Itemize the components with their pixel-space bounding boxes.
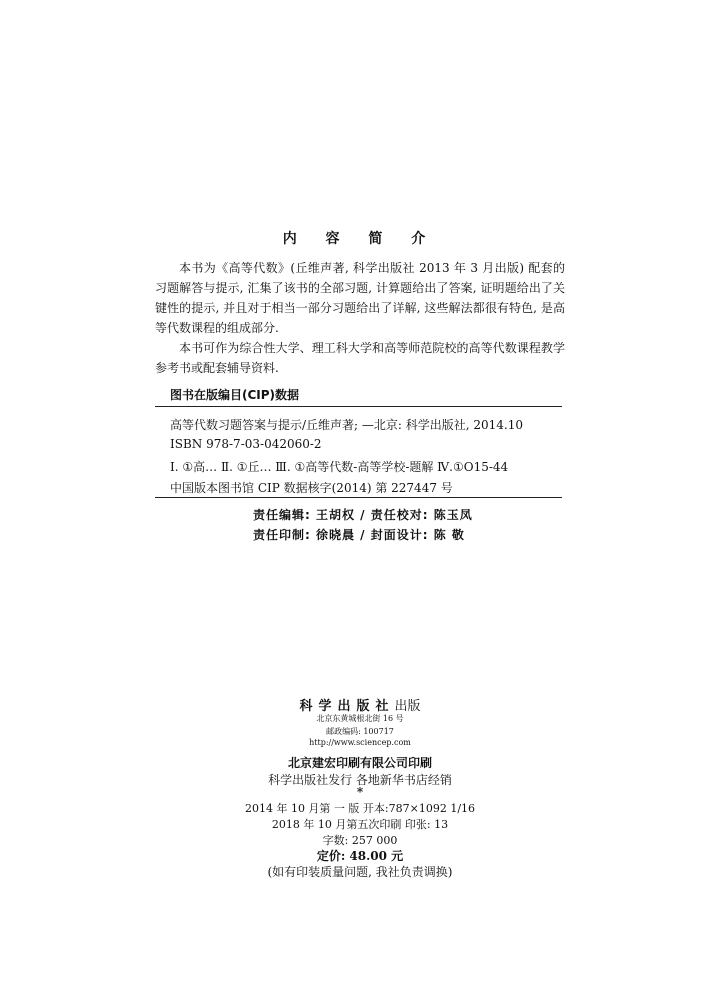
cip-heading: 图书在版编目(CIP)数据 — [170, 388, 300, 402]
edition-line-1: 2014 年 10 月第 一 版 开本:787×1092 1/16 — [244, 802, 476, 815]
publisher-name-text: 科学出版社 — [299, 699, 395, 714]
printer-line: 北京建宏印刷有限公司印刷 — [287, 756, 432, 770]
responsible-editor-line: 责任编辑: 王胡权 / 责任校对: 陈玉凤 — [253, 508, 473, 522]
publisher-url: http://www.sciencep.com — [309, 738, 411, 747]
cip-isbn-line: ISBN 978-7-03-042060-2 — [170, 437, 322, 451]
publisher-suffix: 出版 — [394, 699, 421, 714]
publisher-address: 北京东黄城根北街 16 号 — [316, 714, 404, 723]
price: 定价: 48.00 元 — [316, 849, 404, 863]
publisher-name — [0, 695, 720, 714]
intro-paragraph-2: 本书可作为综合性大学、理工科大学和高等师范院校的高等代数课程教学参考书或配套辅导资料. — [155, 341, 565, 375]
word-count: 字数: 257 000 — [322, 834, 398, 847]
distribution-line: 科学出版社发行 各地新华书店经销 — [268, 773, 452, 787]
cip-number-line: 中国版本图书馆 CIP 数据核字(2014) 第 227447 号 — [170, 481, 453, 495]
responsible-printing-line: 责任印制: 徐晓晨 / 封面设计: 陈 敬 — [253, 528, 465, 542]
cip-title-line: 高等代数习题答案与提示/丘维声著; —北京: 科学出版社, 2014.10 — [170, 418, 524, 432]
edition-line-2: 2018 年 10 月第五次印刷 印张: 13 — [271, 818, 449, 831]
intro-title: 内 容 简 介 — [282, 231, 438, 247]
cip-classification-line: Ⅰ. ①高… Ⅱ. ①丘… Ⅲ. ①高等代数-高等学校-题解 Ⅳ.①O15-44 — [170, 460, 509, 474]
separator-star: * — [356, 785, 364, 799]
publisher-postcode: 邮政编码: 100717 — [326, 727, 394, 736]
quality-notice: (如有印装质量问题, 我社负责调换) — [267, 865, 453, 879]
intro-paragraph-1: 本书为《高等代数》(丘维声著, 科学出版社 2013 年 3 月出版) 配套的习题解答与提示, 汇集了该书的全部习题, 计算题给出了答案, 证明题给出了关键性的提示, 并且对于相当一部分习题给出了详解, 这些解法都很有特色, 是高等代数课程的组成部分. — [155, 261, 565, 335]
